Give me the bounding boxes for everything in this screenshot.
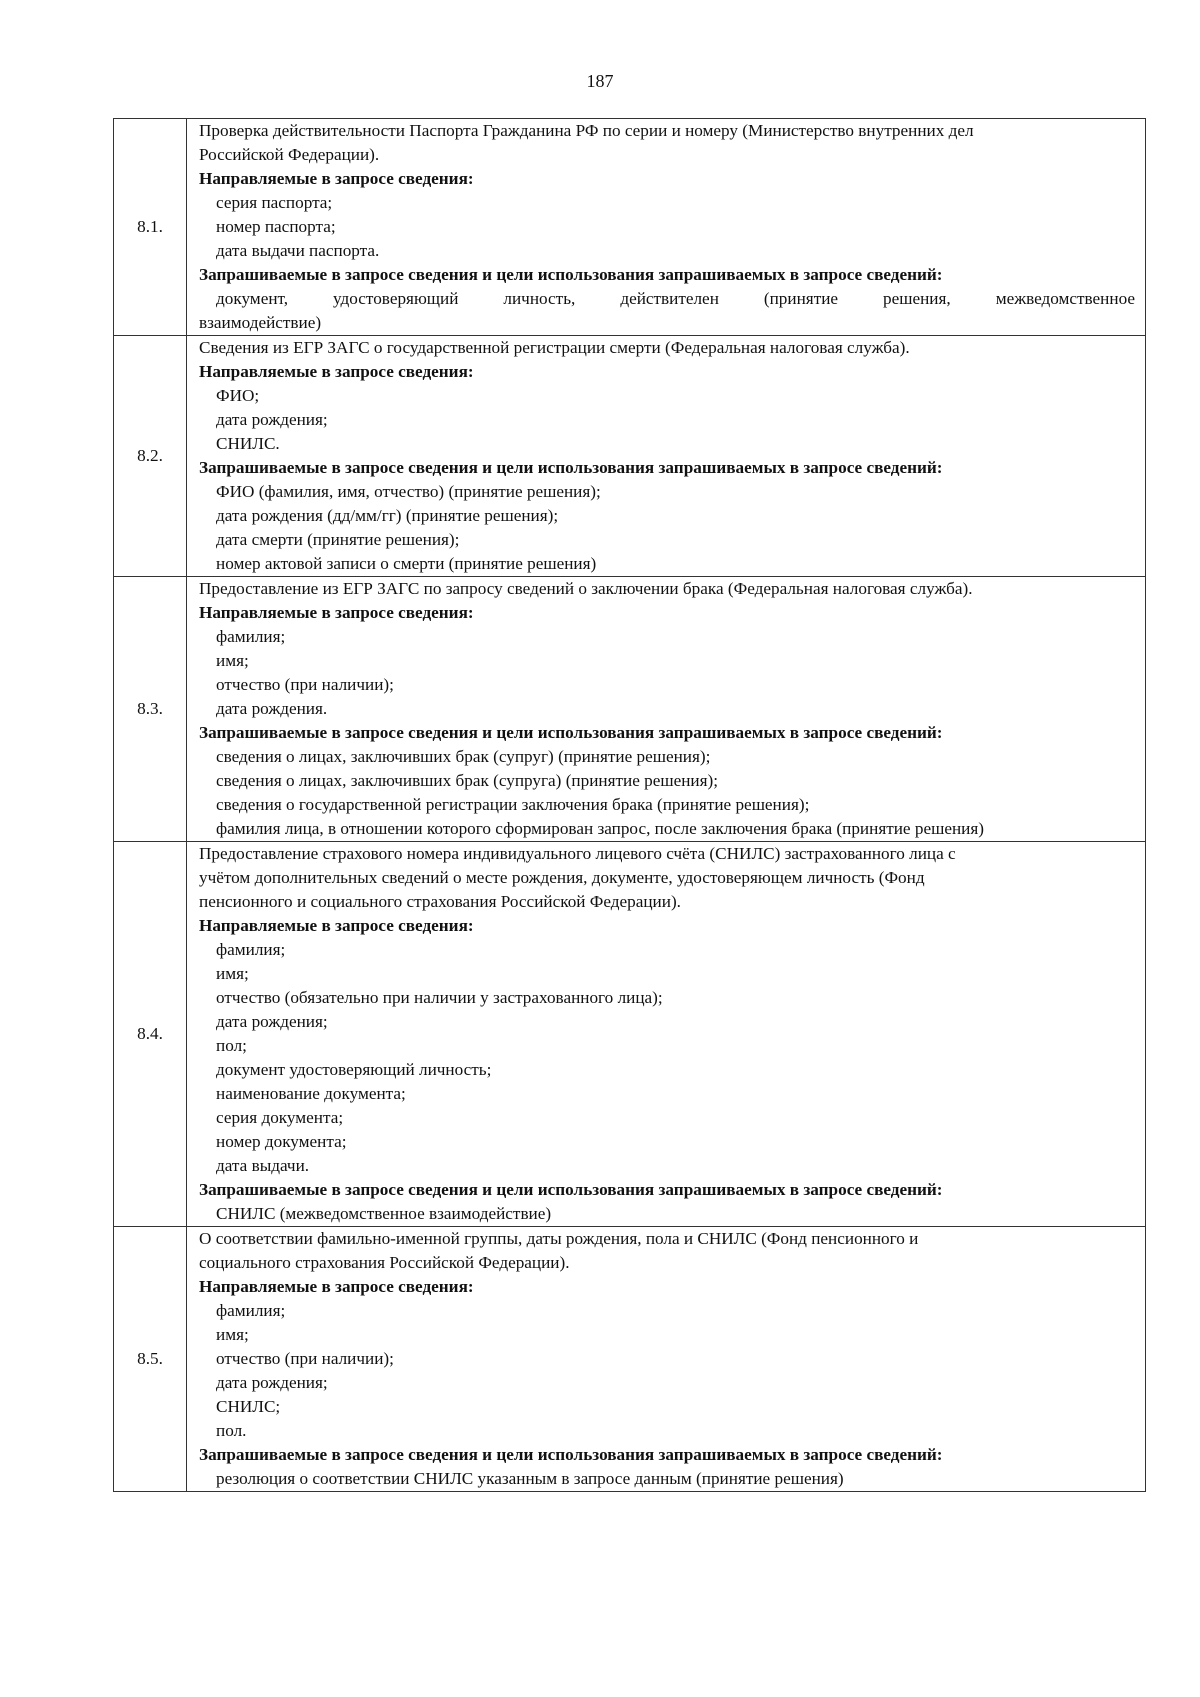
table-row xyxy=(114,1227,1146,1492)
row-description: социального страхования Российской Федерации). xyxy=(199,1253,570,1272)
sent-data-item: документ удостоверяющий личность; xyxy=(216,1060,492,1079)
sent-data-heading: Направляемые в запросе сведения: xyxy=(199,169,474,188)
sent-data-item: наименование документа; xyxy=(216,1084,406,1103)
row-content xyxy=(187,577,1146,842)
row-description: Сведения из ЕГР ЗАГС о государственной регистрации смерти (Федеральная налоговая служба). xyxy=(199,338,910,357)
sent-data-item: пол. xyxy=(216,1421,247,1440)
sent-data-item: номер паспорта; xyxy=(216,217,336,236)
requested-data-item: дата смерти (принятие решения); xyxy=(216,530,460,549)
row-content xyxy=(187,842,1146,1227)
row-number: 8.5. xyxy=(114,1227,187,1492)
row-description: Предоставление страхового номера индивидуального лицевого счёта (СНИЛС) застрахованного лица с xyxy=(199,844,956,863)
row-number: 8.4. xyxy=(114,842,187,1227)
requested-data-item: ФИО (фамилия, имя, отчество) (принятие решения); xyxy=(216,482,601,501)
sent-data-item: дата рождения; xyxy=(216,1373,328,1392)
table-row xyxy=(114,119,1146,336)
sent-data-heading: Направляемые в запросе сведения: xyxy=(199,1277,474,1296)
sent-data-item: дата рождения; xyxy=(216,1012,328,1031)
requested-data-item: сведения о государственной регистрации заключения брака (принятие решения); xyxy=(216,795,810,814)
table-body xyxy=(114,119,1146,1492)
requested-data-item: СНИЛС (межведомственное взаимодействие) xyxy=(216,1204,552,1223)
sent-data-item: фамилия; xyxy=(216,940,286,959)
row-number: 8.2. xyxy=(114,336,187,577)
sent-data-item: ФИО; xyxy=(216,386,260,405)
sent-data-item: дата выдачи паспорта. xyxy=(216,241,380,260)
sent-data-item: имя; xyxy=(216,964,249,983)
sent-data-item: серия паспорта; xyxy=(216,193,333,212)
row-description: Российской Федерации). xyxy=(199,145,380,164)
requested-data-heading: Запрашиваемые в запросе сведения и цели использования запрашиваемых в запросе сведений: xyxy=(199,458,943,477)
sent-data-item: отчество (при наличии); xyxy=(216,1349,394,1368)
sent-data-heading: Направляемые в запросе сведения: xyxy=(199,603,474,622)
requested-data-item: документ, удостоверяющий личность, действителен (принятие решения, межведомственное xyxy=(216,289,1135,308)
requested-data-heading: Запрашиваемые в запросе сведения и цели использования запрашиваемых в запросе сведений: xyxy=(199,265,943,284)
row-description: учётом дополнительных сведений о месте рождения, документе, удостоверяющем личность (Фонд xyxy=(199,868,925,887)
row-content xyxy=(187,336,1146,577)
requested-data-item: резолюция о соответствии СНИЛС указанным в запросе данным (принятие решения) xyxy=(216,1469,844,1488)
requested-data-item: сведения о лицах, заключивших брак (супруга) (принятие решения); xyxy=(216,771,719,790)
requested-data-item-continuation: взаимодействие) xyxy=(199,313,322,332)
sent-data-item: фамилия; xyxy=(216,1301,286,1320)
sent-data-item: дата выдачи. xyxy=(216,1156,310,1175)
sent-data-item: дата рождения. xyxy=(216,699,328,718)
sent-data-item: пол; xyxy=(216,1036,247,1055)
requested-data-item: номер актовой записи о смерти (принятие решения) xyxy=(216,554,597,573)
requested-data-item: сведения о лицах, заключивших брак (супруг) (принятие решения); xyxy=(216,747,711,766)
requested-data-item: фамилия лица, в отношении которого сформирован запрос, после заключения брака (принятие решения) xyxy=(216,819,984,838)
row-description: пенсионного и социального страхования Российской Федерации). xyxy=(199,892,681,911)
sent-data-item: отчество (обязательно при наличии у застрахованного лица); xyxy=(216,988,663,1007)
row-description: Предоставление из ЕГР ЗАГС по запросу сведений о заключении брака (Федеральная налоговая служба). xyxy=(199,579,973,598)
row-content xyxy=(187,119,1146,336)
requested-data-item: дата рождения (дд/мм/гг) (принятие решения); xyxy=(216,506,559,525)
sent-data-item: серия документа; xyxy=(216,1108,344,1127)
table-row xyxy=(114,336,1146,577)
sent-data-item: имя; xyxy=(216,651,249,670)
sent-data-item: имя; xyxy=(216,1325,249,1344)
row-number: 8.3. xyxy=(114,577,187,842)
sent-data-item: СНИЛС. xyxy=(216,434,280,453)
sent-data-item: СНИЛС; xyxy=(216,1397,281,1416)
sent-data-heading: Направляемые в запросе сведения: xyxy=(199,362,474,381)
sent-data-heading: Направляемые в запросе сведения: xyxy=(199,916,474,935)
row-content xyxy=(187,1227,1146,1492)
requested-data-heading: Запрашиваемые в запросе сведения и цели использования запрашиваемых в запросе сведений: xyxy=(199,723,943,742)
page-number: 187 xyxy=(586,71,614,91)
requested-data-heading: Запрашиваемые в запросе сведения и цели использования запрашиваемых в запросе сведений: xyxy=(199,1445,943,1464)
document-table xyxy=(113,118,1146,1492)
sent-data-item: отчество (при наличии); xyxy=(216,675,394,694)
row-description: О соответствии фамильно-именной группы, даты рождения, пола и СНИЛС (Фонд пенсионного и xyxy=(199,1229,919,1248)
row-description: Проверка действительности Паспорта Гражданина РФ по серии и номеру (Министерство внутренних дел xyxy=(199,121,974,140)
sent-data-item: номер документа; xyxy=(216,1132,347,1151)
sent-data-item: фамилия; xyxy=(216,627,286,646)
table-row xyxy=(114,577,1146,842)
sent-data-item: дата рождения; xyxy=(216,410,328,429)
requested-data-heading: Запрашиваемые в запросе сведения и цели использования запрашиваемых в запросе сведений: xyxy=(199,1180,943,1199)
table-row xyxy=(114,842,1146,1227)
row-number: 8.1. xyxy=(114,119,187,336)
